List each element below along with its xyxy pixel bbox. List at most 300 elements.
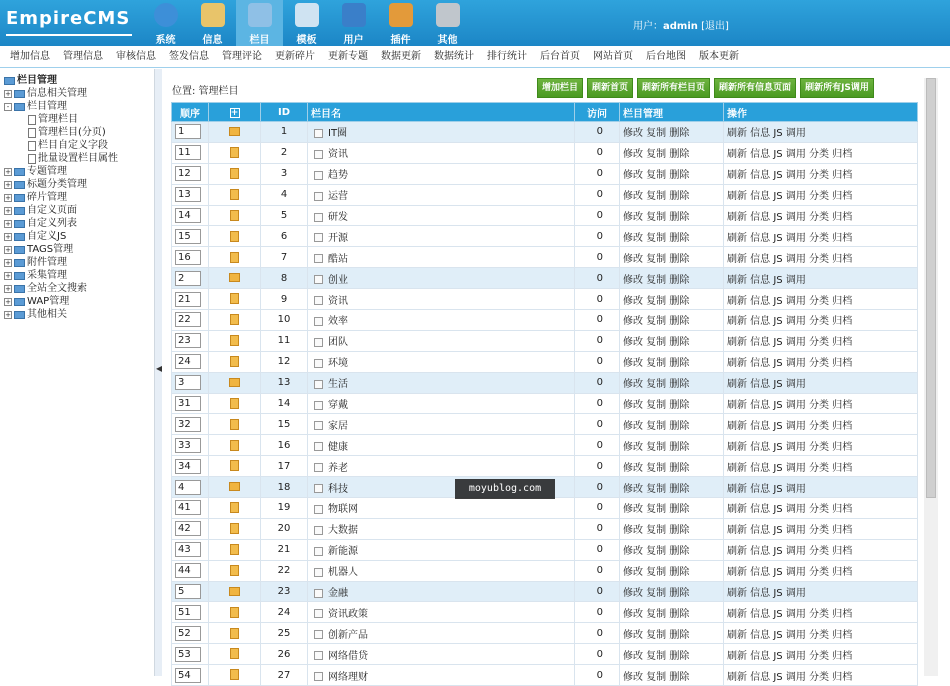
- operation-links[interactable]: 刷新 信息 JS 调用 分类 归档: [727, 525, 853, 537]
- category-name-link[interactable]: 酷站: [328, 253, 348, 265]
- operation-cell: [724, 477, 918, 498]
- row-checkbox[interactable]: [314, 589, 323, 598]
- row-checkbox[interactable]: [314, 442, 323, 451]
- row-checkbox[interactable]: [314, 150, 323, 159]
- category-name-link[interactable]: 运营: [328, 191, 348, 203]
- category-name-link[interactable]: 机器人: [328, 567, 358, 579]
- document-icon[interactable]: [230, 502, 239, 513]
- column-header: 操作: [724, 103, 918, 122]
- manage-cell: [620, 372, 724, 393]
- table-row: [172, 289, 918, 310]
- manage-links[interactable]: 修改 复制 删除: [623, 379, 690, 391]
- manage-links[interactable]: 修改 复制 删除: [623, 212, 690, 223]
- row-checkbox[interactable]: [314, 421, 323, 430]
- collapse-icon[interactable]: -: [4, 103, 12, 111]
- order-input[interactable]: 12: [175, 166, 201, 181]
- row-checkbox[interactable]: [314, 296, 323, 305]
- operation-links[interactable]: 刷新 信息 JS 调用 分类 归档: [727, 567, 853, 579]
- operation-links[interactable]: 刷新 信息 JS 调用: [727, 588, 806, 600]
- folder-icon[interactable]: [229, 587, 240, 596]
- category-name-link[interactable]: 养老: [328, 462, 348, 474]
- order-input[interactable]: 13: [175, 187, 201, 202]
- nav-item-notepad[interactable]: [189, 0, 236, 46]
- operation-cell: [724, 205, 918, 226]
- document-icon: [28, 115, 36, 125]
- user-icon: [342, 3, 366, 27]
- manage-links[interactable]: 修改 复制 删除: [623, 504, 690, 516]
- document-icon: [28, 154, 36, 164]
- operation-links[interactable]: 刷新 信息 JS 调用 分类 归档: [727, 295, 853, 307]
- folder-icon[interactable]: [229, 482, 240, 491]
- order-cell: [172, 268, 209, 289]
- expand-icon[interactable]: +: [5, 271, 11, 280]
- document-icon[interactable]: [230, 210, 239, 221]
- nav-item-gear[interactable]: [424, 0, 471, 46]
- visits-cell: 0: [575, 310, 620, 331]
- expand-icon[interactable]: +: [5, 180, 11, 189]
- order-input[interactable]: 43: [175, 542, 201, 557]
- collapse-arrow-icon[interactable]: ◀: [156, 364, 163, 373]
- table-row: [172, 268, 918, 289]
- manage-links[interactable]: 修改 复制 删除: [623, 191, 690, 203]
- manage-links[interactable]: 修改 复制 删除: [623, 671, 690, 683]
- order-input[interactable]: 32: [175, 417, 201, 432]
- operation-links[interactable]: 刷新 信息 JS 调用 分类 归档: [727, 504, 853, 516]
- operation-links[interactable]: 刷新 信息 JS 调用 分类 归档: [727, 253, 853, 265]
- tree-item[interactable]: [4, 165, 118, 178]
- logout-link[interactable]: [退出]: [701, 21, 729, 32]
- manage-links[interactable]: 修改 复制 删除: [623, 274, 690, 286]
- document-icon[interactable]: [230, 669, 239, 680]
- row-checkbox[interactable]: [314, 233, 323, 242]
- manage-links[interactable]: 修改 复制 删除: [623, 608, 690, 620]
- manage-links[interactable]: 修改 复制 删除: [623, 483, 690, 495]
- operation-links[interactable]: 刷新 信息 JS 调用 分类 归档: [727, 170, 853, 182]
- operation-links[interactable]: 刷新 信息 JS 调用 分类 归档: [727, 337, 853, 349]
- category-name-link[interactable]: 生活: [328, 379, 348, 391]
- category-name-link[interactable]: 环境: [328, 358, 348, 370]
- operation-links[interactable]: 刷新 信息 JS 调用 分类 归档: [727, 441, 853, 453]
- visits-cell: 0: [575, 414, 620, 435]
- operation-links[interactable]: 刷新 信息 JS 调用 分类 归档: [727, 149, 853, 161]
- document-icon[interactable]: [230, 314, 239, 325]
- row-checkbox[interactable]: [314, 338, 323, 347]
- row-checkbox[interactable]: [314, 651, 323, 660]
- operation-links[interactable]: 刷新 信息 JS 调用: [727, 379, 806, 391]
- order-input[interactable]: 4: [175, 480, 201, 495]
- document-icon[interactable]: [230, 231, 239, 242]
- operation-links[interactable]: 刷新 信息 JS 调用 分类 归档: [727, 316, 853, 328]
- tree-root[interactable]: [4, 74, 118, 87]
- action-button[interactable]: 刷新所有JS调用: [800, 78, 874, 98]
- document-icon[interactable]: [230, 252, 239, 263]
- operation-links[interactable]: 刷新 信息 JS 调用 分类 归档: [727, 671, 853, 683]
- menu-item[interactable]: 版本更新: [699, 51, 739, 62]
- nav-item-window[interactable]: [283, 0, 330, 46]
- folder-cell: [209, 498, 261, 519]
- menu-item[interactable]: 签发信息: [169, 51, 209, 62]
- visits-cell: 0: [575, 351, 620, 372]
- action-button[interactable]: 刷新所有栏目页: [637, 78, 710, 98]
- manage-links[interactable]: 修改 复制 删除: [623, 149, 690, 161]
- document-icon[interactable]: [230, 189, 239, 200]
- order-input[interactable]: 42: [175, 521, 201, 536]
- operation-links[interactable]: 刷新 信息 JS 调用 分类 归档: [727, 420, 853, 432]
- name-cell: [308, 372, 575, 393]
- operation-links[interactable]: 刷新 信息 JS 调用 分类 归档: [727, 608, 853, 620]
- document-icon[interactable]: [230, 419, 239, 430]
- row-checkbox[interactable]: [314, 526, 323, 535]
- category-name-link[interactable]: 效率: [328, 316, 348, 328]
- menu-item[interactable]: 后台首页: [540, 51, 580, 62]
- document-icon[interactable]: [230, 147, 239, 158]
- tree-item[interactable]: [4, 100, 118, 113]
- folder-icon[interactable]: [229, 378, 240, 387]
- logo[interactable]: [6, 8, 130, 29]
- folder-icon[interactable]: [229, 273, 240, 282]
- row-checkbox[interactable]: [314, 547, 323, 556]
- tree-item[interactable]: [4, 139, 118, 152]
- folder-cell: [209, 539, 261, 560]
- operation-links[interactable]: 刷新 信息 JS 调用 分类 归档: [727, 650, 853, 662]
- visits-cell: 0: [575, 477, 620, 498]
- expand-icon[interactable]: +: [5, 258, 11, 267]
- row-checkbox[interactable]: [314, 380, 323, 389]
- order-input[interactable]: 33: [175, 438, 201, 453]
- order-input[interactable]: 14: [175, 208, 201, 223]
- order-input[interactable]: 24: [175, 354, 201, 369]
- quick-menu-bar: [0, 46, 950, 68]
- menu-item[interactable]: 更新专题: [328, 51, 368, 62]
- category-name-link[interactable]: 物联网: [328, 504, 358, 516]
- visits-cell: 0: [575, 184, 620, 205]
- expand-icon[interactable]: +: [5, 310, 11, 319]
- category-name-link[interactable]: 研发: [328, 212, 348, 223]
- tree-item[interactable]: [4, 126, 118, 139]
- operation-cell: [724, 268, 918, 289]
- manage-links[interactable]: 修改 复制 删除: [623, 400, 690, 412]
- menu-item[interactable]: 后台地图: [646, 51, 686, 62]
- name-cell: [308, 623, 575, 644]
- folder-icon: [14, 298, 25, 306]
- document-icon[interactable]: [230, 168, 239, 179]
- tools-icon: [389, 3, 413, 27]
- menu-item[interactable]: 数据更新: [381, 51, 421, 62]
- category-name-link[interactable]: 家居: [328, 420, 348, 432]
- row-checkbox[interactable]: [314, 505, 323, 514]
- category-name-link[interactable]: 穿戴: [328, 400, 348, 412]
- manage-links[interactable]: 修改 复制 删除: [623, 441, 690, 453]
- expand-icon[interactable]: +: [5, 245, 11, 254]
- expand-icon[interactable]: +: [5, 89, 11, 98]
- manage-links[interactable]: 修改 复制 删除: [623, 567, 690, 579]
- name-cell: [308, 268, 575, 289]
- tree-item[interactable]: [4, 282, 118, 295]
- manage-links[interactable]: 修改 复制 删除: [623, 588, 690, 600]
- tree-item[interactable]: [4, 152, 118, 165]
- category-name-link[interactable]: 健康: [328, 441, 348, 453]
- menu-item[interactable]: 更新碎片: [275, 51, 315, 62]
- sidebar-splitter[interactable]: [155, 69, 162, 676]
- row-checkbox[interactable]: [314, 254, 323, 263]
- category-name-link[interactable]: 网络理财: [328, 671, 368, 683]
- document-icon[interactable]: [230, 607, 239, 618]
- table-row: [172, 560, 918, 581]
- category-name-link[interactable]: 资讯政策: [328, 608, 368, 620]
- order-cell: [172, 330, 209, 351]
- document-icon[interactable]: [230, 398, 239, 409]
- manage-links[interactable]: 修改 复制 删除: [623, 295, 690, 307]
- folder-icon: [14, 207, 25, 215]
- order-input[interactable]: 5: [175, 584, 201, 599]
- name-cell: [308, 351, 575, 372]
- document-icon[interactable]: [230, 440, 239, 451]
- manage-links[interactable]: 修改 复制 删除: [623, 337, 690, 349]
- operation-cell: [724, 247, 918, 268]
- nav-item-folder[interactable]: [236, 0, 283, 46]
- document-icon[interactable]: [230, 628, 239, 639]
- operation-links[interactable]: 刷新 信息 JS 调用 分类 归档: [727, 358, 853, 370]
- operation-cell: [724, 142, 918, 163]
- tree-item[interactable]: [4, 269, 118, 282]
- name-cell: [308, 289, 575, 310]
- order-input[interactable]: 23: [175, 333, 201, 348]
- visits-cell: 0: [575, 393, 620, 414]
- nav-item-user[interactable]: [330, 0, 377, 46]
- notepad-icon: [201, 3, 225, 27]
- order-input[interactable]: 41: [175, 500, 201, 515]
- category-name-link[interactable]: 资讯: [328, 295, 348, 307]
- row-checkbox[interactable]: [314, 401, 323, 410]
- tree-item[interactable]: [4, 178, 118, 191]
- operation-links[interactable]: 刷新 信息 JS 调用 分类 归档: [727, 400, 853, 412]
- order-cell: [172, 184, 209, 205]
- visits-cell: 0: [575, 518, 620, 539]
- operation-links[interactable]: 刷新 信息 JS 调用 分类 归档: [727, 462, 853, 474]
- operation-links[interactable]: 刷新 信息 JS 调用 分类 归档: [727, 232, 853, 244]
- document-icon[interactable]: [230, 356, 239, 367]
- expand-icon[interactable]: +: [5, 284, 11, 293]
- order-input[interactable]: 44: [175, 563, 201, 578]
- order-input[interactable]: 15: [175, 229, 201, 244]
- expand-icon[interactable]: +: [5, 297, 11, 306]
- manage-links[interactable]: 修改 复制 删除: [623, 128, 690, 140]
- row-checkbox[interactable]: [314, 171, 323, 180]
- vertical-scrollbar[interactable]: [924, 78, 938, 676]
- manage-links[interactable]: 修改 复制 删除: [623, 358, 690, 370]
- globe-icon: [154, 3, 178, 27]
- manage-links[interactable]: 修改 复制 删除: [623, 170, 690, 182]
- tree-item[interactable]: [4, 256, 118, 269]
- document-icon[interactable]: [230, 565, 239, 576]
- manage-cell: [620, 226, 724, 247]
- tree-item[interactable]: [4, 87, 118, 100]
- document-icon[interactable]: [230, 293, 239, 304]
- id-cell: 21: [261, 539, 308, 560]
- id-cell: 27: [261, 665, 308, 686]
- order-input[interactable]: 52: [175, 626, 201, 641]
- tree-item[interactable]: [4, 204, 118, 217]
- row-checkbox[interactable]: [314, 463, 323, 472]
- operation-links[interactable]: 刷新 信息 JS 调用: [727, 483, 806, 495]
- manage-links[interactable]: 修改 复制 删除: [623, 232, 690, 244]
- order-input[interactable]: 34: [175, 459, 201, 474]
- action-button[interactable]: 增加栏目: [537, 78, 583, 98]
- row-checkbox[interactable]: [314, 317, 323, 326]
- visits-cell: 0: [575, 247, 620, 268]
- operation-links[interactable]: 刷新 信息 JS 调用 分类 归档: [727, 191, 853, 203]
- expand-icon[interactable]: +: [5, 232, 11, 241]
- folder-icon[interactable]: [229, 127, 240, 136]
- scrollbar-thumb[interactable]: [926, 78, 936, 498]
- manage-links[interactable]: 修改 复制 删除: [623, 525, 690, 537]
- category-name-link[interactable]: 趋势: [328, 170, 348, 182]
- row-checkbox[interactable]: [314, 630, 323, 639]
- row-checkbox[interactable]: [314, 484, 323, 493]
- category-name-link[interactable]: 科技: [328, 483, 348, 495]
- tree-item-label: 碎片管理: [27, 192, 67, 203]
- manage-cell: [620, 122, 724, 143]
- category-name-link[interactable]: IT圈: [328, 128, 348, 140]
- row-checkbox[interactable]: [314, 129, 323, 138]
- row-checkbox[interactable]: [314, 672, 323, 681]
- category-name-link[interactable]: 网络借贷: [328, 650, 368, 662]
- order-input[interactable]: 51: [175, 605, 201, 620]
- row-checkbox[interactable]: [314, 568, 323, 577]
- menu-item[interactable]: 排行统计: [487, 51, 527, 62]
- row-checkbox[interactable]: [314, 359, 323, 368]
- nav-item-label: 栏目: [249, 35, 270, 46]
- order-cell: [172, 602, 209, 623]
- nav-item-label: 系统: [155, 35, 176, 46]
- row-checkbox[interactable]: [314, 192, 323, 201]
- expand-all-icon[interactable]: +: [230, 107, 239, 118]
- tree-item[interactable]: [4, 191, 118, 204]
- manage-links[interactable]: 修改 复制 删除: [623, 546, 690, 558]
- order-input[interactable]: 2: [175, 271, 201, 286]
- name-cell: [308, 560, 575, 581]
- name-cell: [308, 163, 575, 184]
- folder-icon: [14, 259, 25, 267]
- manage-cell: [620, 351, 724, 372]
- order-input[interactable]: 54: [175, 668, 201, 683]
- document-icon[interactable]: [230, 523, 239, 534]
- row-checkbox[interactable]: [314, 609, 323, 618]
- tree-item[interactable]: [4, 295, 118, 308]
- category-name-link[interactable]: 创业: [328, 274, 348, 286]
- expand-icon[interactable]: +: [5, 219, 11, 228]
- id-cell: 8: [261, 268, 308, 289]
- user-bar: [633, 17, 729, 32]
- name-cell: [308, 665, 575, 686]
- tree-item-label: 专题管理: [27, 166, 67, 177]
- gear-icon: [436, 3, 460, 27]
- expand-icon[interactable]: +: [5, 193, 11, 202]
- menu-item[interactable]: 网站首页: [593, 51, 633, 62]
- manage-cell: [620, 456, 724, 477]
- row-checkbox[interactable]: [314, 213, 323, 222]
- document-icon[interactable]: [230, 460, 239, 471]
- folder-cell: [209, 623, 261, 644]
- category-name-link[interactable]: 资讯: [328, 149, 348, 161]
- tree-item[interactable]: [4, 243, 118, 256]
- row-checkbox[interactable]: [314, 275, 323, 284]
- category-name-link[interactable]: 团队: [328, 337, 348, 349]
- category-name-link[interactable]: 创新产品: [328, 629, 368, 641]
- folder-cell: [209, 205, 261, 226]
- operation-links[interactable]: 刷新 信息 JS 调用 分类 归档: [727, 629, 853, 641]
- category-name-link[interactable]: 大数据: [328, 525, 358, 537]
- category-name-link[interactable]: 金融: [328, 588, 348, 600]
- manage-links[interactable]: 修改 复制 删除: [623, 462, 690, 474]
- document-icon[interactable]: [230, 544, 239, 555]
- operation-links[interactable]: 刷新 信息 JS 调用: [727, 274, 806, 286]
- operation-links[interactable]: 刷新 信息 JS 调用 分类 归档: [727, 212, 853, 223]
- menu-item[interactable]: 审核信息: [116, 51, 156, 62]
- action-button[interactable]: 刷新所有信息页面: [714, 78, 796, 98]
- name-cell: [308, 435, 575, 456]
- document-icon[interactable]: [230, 335, 239, 346]
- column-header[interactable]: [209, 103, 261, 122]
- manage-links[interactable]: 修改 复制 删除: [623, 253, 690, 265]
- manage-cell: [620, 644, 724, 665]
- menu-item[interactable]: 管理信息: [63, 51, 103, 62]
- manage-cell: [620, 247, 724, 268]
- order-input[interactable]: 22: [175, 312, 201, 327]
- order-input[interactable]: 1: [175, 124, 201, 139]
- tree-item[interactable]: [4, 308, 118, 321]
- operation-links[interactable]: 刷新 信息 JS 调用 分类 归档: [727, 546, 853, 558]
- logo-underline: [6, 34, 132, 36]
- operation-cell: [724, 184, 918, 205]
- document-icon[interactable]: [230, 648, 239, 659]
- expand-icon[interactable]: +: [5, 206, 11, 215]
- menu-item[interactable]: 管理评论: [222, 51, 262, 62]
- expand-icon[interactable]: +: [5, 167, 11, 176]
- visits-cell: 0: [575, 205, 620, 226]
- tree-item[interactable]: [4, 113, 118, 126]
- category-name-link[interactable]: 新能源: [328, 546, 358, 558]
- order-input[interactable]: 53: [175, 647, 201, 662]
- table-row: [172, 414, 918, 435]
- action-button[interactable]: 刷新首页: [587, 78, 633, 98]
- menu-item[interactable]: 增加信息: [10, 51, 50, 62]
- order-input[interactable]: 11: [175, 145, 201, 160]
- tree-item[interactable]: [4, 230, 118, 243]
- order-cell: [172, 644, 209, 665]
- manage-links[interactable]: 修改 复制 删除: [623, 420, 690, 432]
- id-cell: 23: [261, 581, 308, 602]
- table-row: [172, 602, 918, 623]
- manage-links[interactable]: 修改 复制 删除: [623, 650, 690, 662]
- category-name-link[interactable]: 开源: [328, 232, 348, 244]
- order-input[interactable]: 16: [175, 250, 201, 265]
- nav-item-globe[interactable]: [142, 0, 189, 46]
- order-input[interactable]: 31: [175, 396, 201, 411]
- table-row: [172, 498, 918, 519]
- manage-links[interactable]: 修改 复制 删除: [623, 316, 690, 328]
- order-cell: [172, 393, 209, 414]
- folder-icon: [14, 181, 25, 189]
- tree-item[interactable]: [4, 217, 118, 230]
- manage-links[interactable]: 修改 复制 删除: [623, 629, 690, 641]
- folder-cell: [209, 644, 261, 665]
- operation-links[interactable]: 刷新 信息 JS 调用: [727, 128, 806, 140]
- menu-item[interactable]: 数据统计: [434, 51, 474, 62]
- order-input[interactable]: 21: [175, 292, 201, 307]
- order-input[interactable]: 3: [175, 375, 201, 390]
- nav-item-tools[interactable]: [377, 0, 424, 46]
